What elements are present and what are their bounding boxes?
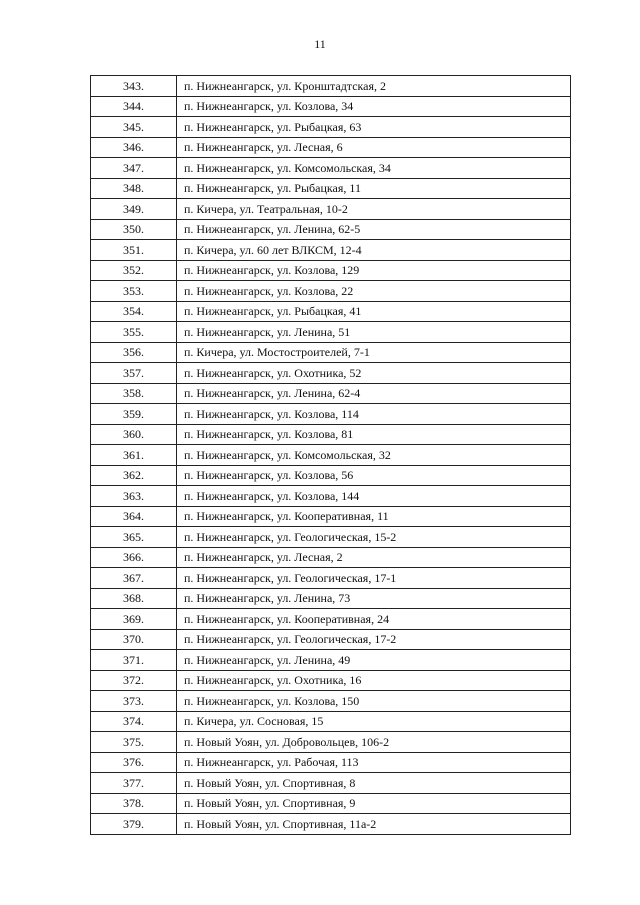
row-number: 351.: [91, 240, 177, 261]
row-address: п. Нижнеангарск, ул. Геологическая, 15-2: [177, 527, 571, 548]
row-address: п. Новый Уоян, ул. Спортивная, 9: [177, 793, 571, 814]
row-number: 370.: [91, 629, 177, 650]
row-address: п. Нижнеангарск, ул. Козлова, 150: [177, 691, 571, 712]
page-number: 11: [314, 37, 326, 51]
row-address: п. Нижнеангарск, ул. Кронштадтская, 2: [177, 76, 571, 97]
row-address: п. Кичера, ул. Сосновая, 15: [177, 711, 571, 732]
row-number: 365.: [91, 527, 177, 548]
table-row: [91, 137, 571, 158]
row-number: 372.: [91, 670, 177, 691]
table-row: [91, 76, 571, 97]
row-number: 357.: [91, 363, 177, 384]
table-row: [91, 301, 571, 322]
row-address: п. Нижнеангарск, ул. Козлова, 22: [177, 281, 571, 302]
row-address: п. Нижнеангарск, ул. Лесная, 2: [177, 547, 571, 568]
row-number: 376.: [91, 752, 177, 773]
row-address: п. Нижнеангарск, ул. Геологическая, 17-1: [177, 568, 571, 589]
row-address: п. Нижнеангарск, ул. Охотника, 52: [177, 363, 571, 384]
row-number: 379.: [91, 814, 177, 835]
table-row: [91, 322, 571, 343]
table-row: [91, 711, 571, 732]
table-row: [91, 445, 571, 466]
table-row: [91, 260, 571, 281]
row-address: п. Нижнеангарск, ул. Рыбацкая, 63: [177, 117, 571, 138]
row-address: п. Новый Уоян, ул. Спортивная, 11а-2: [177, 814, 571, 835]
row-address: п. Нижнеангарск, ул. Ленина, 49: [177, 650, 571, 671]
row-number: 371.: [91, 650, 177, 671]
row-number: 344.: [91, 96, 177, 117]
row-address: п. Нижнеангарск, ул. Лесная, 6: [177, 137, 571, 158]
row-number: 364.: [91, 506, 177, 527]
row-address: п. Нижнеангарск, ул. Рыбацкая, 41: [177, 301, 571, 322]
table-row: [91, 588, 571, 609]
table-row: [91, 609, 571, 630]
row-address: п. Нижнеангарск, ул. Ленина, 73: [177, 588, 571, 609]
table-row: [91, 117, 571, 138]
table-row: [91, 650, 571, 671]
table-row: [91, 506, 571, 527]
row-address: п. Кичера, ул. Мостостроителей, 7-1: [177, 342, 571, 363]
address-table: [90, 75, 571, 835]
row-address: п. Нижнеангарск, ул. Козлова, 56: [177, 465, 571, 486]
row-address: п. Кичера, ул. 60 лет ВЛКСМ, 12-4: [177, 240, 571, 261]
row-number: 378.: [91, 793, 177, 814]
row-address: п. Нижнеангарск, ул. Козлова, 129: [177, 260, 571, 281]
row-number: 361.: [91, 445, 177, 466]
table-row: [91, 527, 571, 548]
row-number: 350.: [91, 219, 177, 240]
row-number: 355.: [91, 322, 177, 343]
row-address: п. Нижнеангарск, ул. Козлова, 144: [177, 486, 571, 507]
table-row: [91, 547, 571, 568]
row-address: п. Нижнеангарск, ул. Ленина, 62-4: [177, 383, 571, 404]
row-address: п. Новый Уоян, ул. Добровольцев, 106-2: [177, 732, 571, 753]
row-number: 366.: [91, 547, 177, 568]
table-row: [91, 732, 571, 753]
table-row: [91, 281, 571, 302]
table-row: [91, 465, 571, 486]
row-number: 343.: [91, 76, 177, 97]
row-number: 374.: [91, 711, 177, 732]
row-address: п. Нижнеангарск, ул. Козлова, 34: [177, 96, 571, 117]
row-address: п. Нижнеангарск, ул. Козлова, 81: [177, 424, 571, 445]
table-row: [91, 793, 571, 814]
row-address: п. Нижнеангарск, ул. Охотника, 16: [177, 670, 571, 691]
row-number: 377.: [91, 773, 177, 794]
table-row: [91, 383, 571, 404]
row-address: п. Нижнеангарск, ул. Рабочая, 113: [177, 752, 571, 773]
row-number: 367.: [91, 568, 177, 589]
row-number: 353.: [91, 281, 177, 302]
table-row: [91, 629, 571, 650]
row-number: 345.: [91, 117, 177, 138]
row-address: п. Нижнеангарск, ул. Рыбацкая, 11: [177, 178, 571, 199]
table-row: [91, 199, 571, 220]
row-address: п. Нижнеангарск, ул. Ленина, 51: [177, 322, 571, 343]
table-row: [91, 158, 571, 179]
row-number: 360.: [91, 424, 177, 445]
row-number: 373.: [91, 691, 177, 712]
row-address: п. Нижнеангарск, ул. Кооперативная, 24: [177, 609, 571, 630]
row-number: 369.: [91, 609, 177, 630]
row-address: п. Новый Уоян, ул. Спортивная, 8: [177, 773, 571, 794]
row-number: 359.: [91, 404, 177, 425]
row-number: 358.: [91, 383, 177, 404]
table-row: [91, 670, 571, 691]
table-row: [91, 96, 571, 117]
row-number: 347.: [91, 158, 177, 179]
table-row: [91, 568, 571, 589]
row-number: 362.: [91, 465, 177, 486]
row-number: 349.: [91, 199, 177, 220]
row-number: 363.: [91, 486, 177, 507]
row-number: 356.: [91, 342, 177, 363]
table-row: [91, 773, 571, 794]
row-number: 354.: [91, 301, 177, 322]
table-row: [91, 691, 571, 712]
row-number: 368.: [91, 588, 177, 609]
row-address: п. Нижнеангарск, ул. Геологическая, 17-2: [177, 629, 571, 650]
row-number: 352.: [91, 260, 177, 281]
row-address: п. Нижнеангарск, ул. Козлова, 114: [177, 404, 571, 425]
row-number: 375.: [91, 732, 177, 753]
table-row: [91, 240, 571, 261]
address-table-body: [91, 76, 571, 835]
table-row: [91, 219, 571, 240]
table-row: [91, 424, 571, 445]
row-address: п. Нижнеангарск, ул. Комсомольская, 32: [177, 445, 571, 466]
table-row: [91, 363, 571, 384]
row-number: 348.: [91, 178, 177, 199]
table-row: [91, 486, 571, 507]
table-row: [91, 814, 571, 835]
row-number: 346.: [91, 137, 177, 158]
table-row: [91, 178, 571, 199]
row-address: п. Нижнеангарск, ул. Кооперативная, 11: [177, 506, 571, 527]
table-row: [91, 752, 571, 773]
row-address: п. Кичера, ул. Театральная, 10-2: [177, 199, 571, 220]
row-address: п. Нижнеангарск, ул. Комсомольская, 34: [177, 158, 571, 179]
table-row: [91, 404, 571, 425]
row-address: п. Нижнеангарск, ул. Ленина, 62-5: [177, 219, 571, 240]
table-row: [91, 342, 571, 363]
